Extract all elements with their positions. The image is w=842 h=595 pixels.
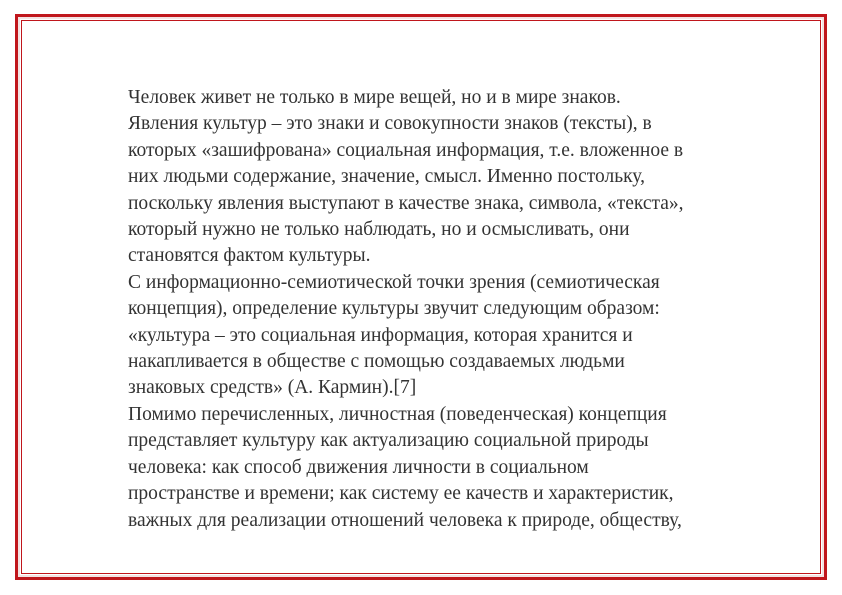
text-line: С информационно-семиотической точки зрения (семиотическая [128,271,660,293]
text-line: которых «зашифрована» социальная информация, т.е. вложенное в [128,139,684,161]
text-line: важных для реализации отношений человека к природе, обществу, [128,509,682,531]
text-line: знаковых средств» (А. Кармин).[7] [128,377,417,399]
text-line: человека: как способ движения личности в социальном [128,456,589,478]
text-line: который нужно не только наблюдать, но и осмысливать, они [128,219,630,241]
text-line: Человек живет не только в мире вещей, но и в мире знаков. [128,87,621,108]
text-line: поскольку явления выступают в качестве знака, символа, «текста», [128,192,684,214]
text-line: них людьми содержание, значение, смысл. Именно постольку, [128,166,645,188]
text-line: Помимо перечисленных, личностная (поведенческая) концепция [128,403,667,425]
text-line: представляет культуру как актуализацию социальной природы [128,430,649,452]
text-line: становятся фактом культуры. [128,245,371,267]
text-line: «культура – это социальная информация, которая хранится и [128,324,633,346]
text-line: пространстве и времени; как систему ее качеств и характеристик, [128,483,674,505]
text-line: концепция), определение культуры звучит следующим образом: [128,298,660,320]
text-line: Явления культур – это знаки и совокупности знаков (тексты), в [128,113,652,135]
text-line: накапливается в обществе с помощью создаваемых людьми [128,351,625,373]
body-text [128,85,788,534]
